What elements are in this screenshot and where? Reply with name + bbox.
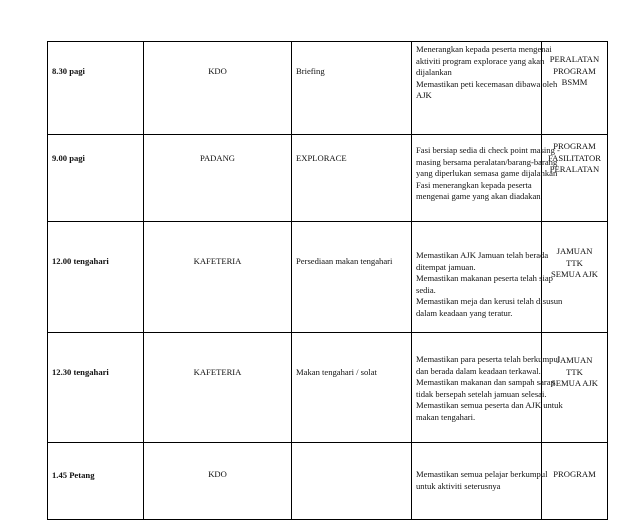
table-row xyxy=(48,333,608,443)
description-cell-text: yang diperlukan semasa game dijalankan xyxy=(416,168,558,179)
equipment-cell xyxy=(542,443,608,520)
location-cell-text: KDO xyxy=(208,469,227,479)
description-cell-text: Memastikan AJK Jamuan telah berada xyxy=(416,250,549,260)
time-cell xyxy=(48,333,144,443)
equipment-cell-text: SEMUA AJK xyxy=(550,378,599,389)
equipment-cell-text: JAMUAN xyxy=(556,355,593,365)
activity-cell xyxy=(292,443,412,520)
description-cell-text: Memastikan makanan dan sampah sarap xyxy=(416,377,555,388)
schedule-table xyxy=(47,41,608,520)
description-cell-text: dijalankan xyxy=(416,67,452,78)
activity-cell xyxy=(292,333,412,443)
description-cell xyxy=(412,333,563,443)
table-row xyxy=(48,443,608,520)
location-cell xyxy=(144,135,292,222)
description-cell-text: Memastikan para peserta telah berkumpul xyxy=(416,354,561,364)
location-cell xyxy=(144,443,292,520)
time-cell-text: 9.00 pagi xyxy=(52,153,85,163)
description-cell-text: makan tengahari. xyxy=(416,411,476,422)
description-cell xyxy=(412,42,558,135)
activity-cell-text: Briefing xyxy=(296,66,325,76)
time-cell xyxy=(48,443,144,520)
description-cell-text: mengenai game yang akan diadakan xyxy=(416,191,541,202)
description-cell-text: Fasi bersiap sedia di check point masing - xyxy=(416,145,560,155)
location-cell-text: KAFETERIA xyxy=(193,256,242,266)
activity-cell-text: EXPLORACE xyxy=(296,153,347,163)
time-cell xyxy=(48,135,144,222)
activity-cell-text: Persediaan makan tengahari xyxy=(296,256,393,266)
equipment-cell-text: PROGRAM xyxy=(553,469,596,479)
location-cell-text: KAFETERIA xyxy=(193,367,242,377)
location-cell-text: PADANG xyxy=(199,153,236,163)
table-row xyxy=(48,135,608,222)
description-cell xyxy=(412,222,563,333)
time-cell xyxy=(48,42,144,135)
description-cell-text: sedia. xyxy=(416,284,436,295)
location-cell-text: KDO xyxy=(208,66,227,76)
description-cell-text: Menerangkan kepada peserta mengenai xyxy=(416,44,552,54)
time-cell-text: 12.00 tengahari xyxy=(52,256,109,266)
description-cell-text: untuk aktiviti seterusnya xyxy=(416,480,501,491)
activity-cell xyxy=(292,222,412,333)
description-cell xyxy=(412,135,560,222)
time-cell-text: 1.45 Petang xyxy=(52,470,95,480)
activity-cell xyxy=(292,135,412,222)
description-cell-text: ditempat jamuan. xyxy=(416,261,476,272)
description-cell-text: Memastikan meja dan kerusi telah disusun xyxy=(416,296,563,307)
description-cell-text: dalam keadaan yang teratur. xyxy=(416,307,513,318)
equipment-cell-text: PROGRAM xyxy=(553,65,596,76)
description-cell-text: dan berada dalam keadaan terkawal. xyxy=(416,365,541,376)
time-cell xyxy=(48,222,144,333)
time-cell-text: 8.30 pagi xyxy=(52,66,85,76)
description-cell-text: Memastikan makanan peserta telah siap xyxy=(416,273,553,284)
equipment-cell-text: FASILITATOR xyxy=(548,152,601,163)
activity-cell xyxy=(292,42,412,135)
description-cell xyxy=(412,443,548,520)
description-cell-text: aktiviti program explorace yang akan xyxy=(416,55,545,66)
equipment-cell-text: PERALATAN xyxy=(549,54,600,64)
equipment-cell-text: TTK xyxy=(566,257,583,268)
description-cell-text: masing bersama peralatan/barang-barang xyxy=(416,156,558,167)
equipment-cell-text: PROGRAM xyxy=(553,141,596,151)
description-cell-text: AJK xyxy=(416,90,432,101)
equipment-cell-text: PERALATAN xyxy=(549,164,600,175)
schedule-body xyxy=(48,42,608,520)
location-cell xyxy=(144,42,292,135)
activity-cell-text: Makan tengahari / solat xyxy=(296,367,377,377)
table-row xyxy=(48,222,608,333)
location-cell xyxy=(144,333,292,443)
location-cell xyxy=(144,222,292,333)
table-row xyxy=(48,42,608,135)
description-cell-text: Memastikan semua peserta dan AJK untuk xyxy=(416,400,563,411)
description-cell-text: Memastikan peti kecemasan dibawa oleh xyxy=(416,78,558,89)
equipment-cell-text: JAMUAN xyxy=(556,246,593,256)
equipment-cell-text: TTK xyxy=(566,366,583,377)
description-cell-text: Fasi menerangkan kepada peserta xyxy=(416,179,532,190)
description-cell-text: tidak bersepah setelah jamuan selesai. xyxy=(416,388,547,399)
equipment-cell-text: SEMUA AJK xyxy=(550,269,599,280)
description-cell-text: Memastikan semua pelajar berkumpul xyxy=(416,469,548,479)
equipment-cell-text: BSMM xyxy=(561,77,588,88)
time-cell-text: 12.30 tengahari xyxy=(52,367,109,377)
equipment-cell xyxy=(542,222,608,333)
equipment-cell xyxy=(542,333,608,443)
